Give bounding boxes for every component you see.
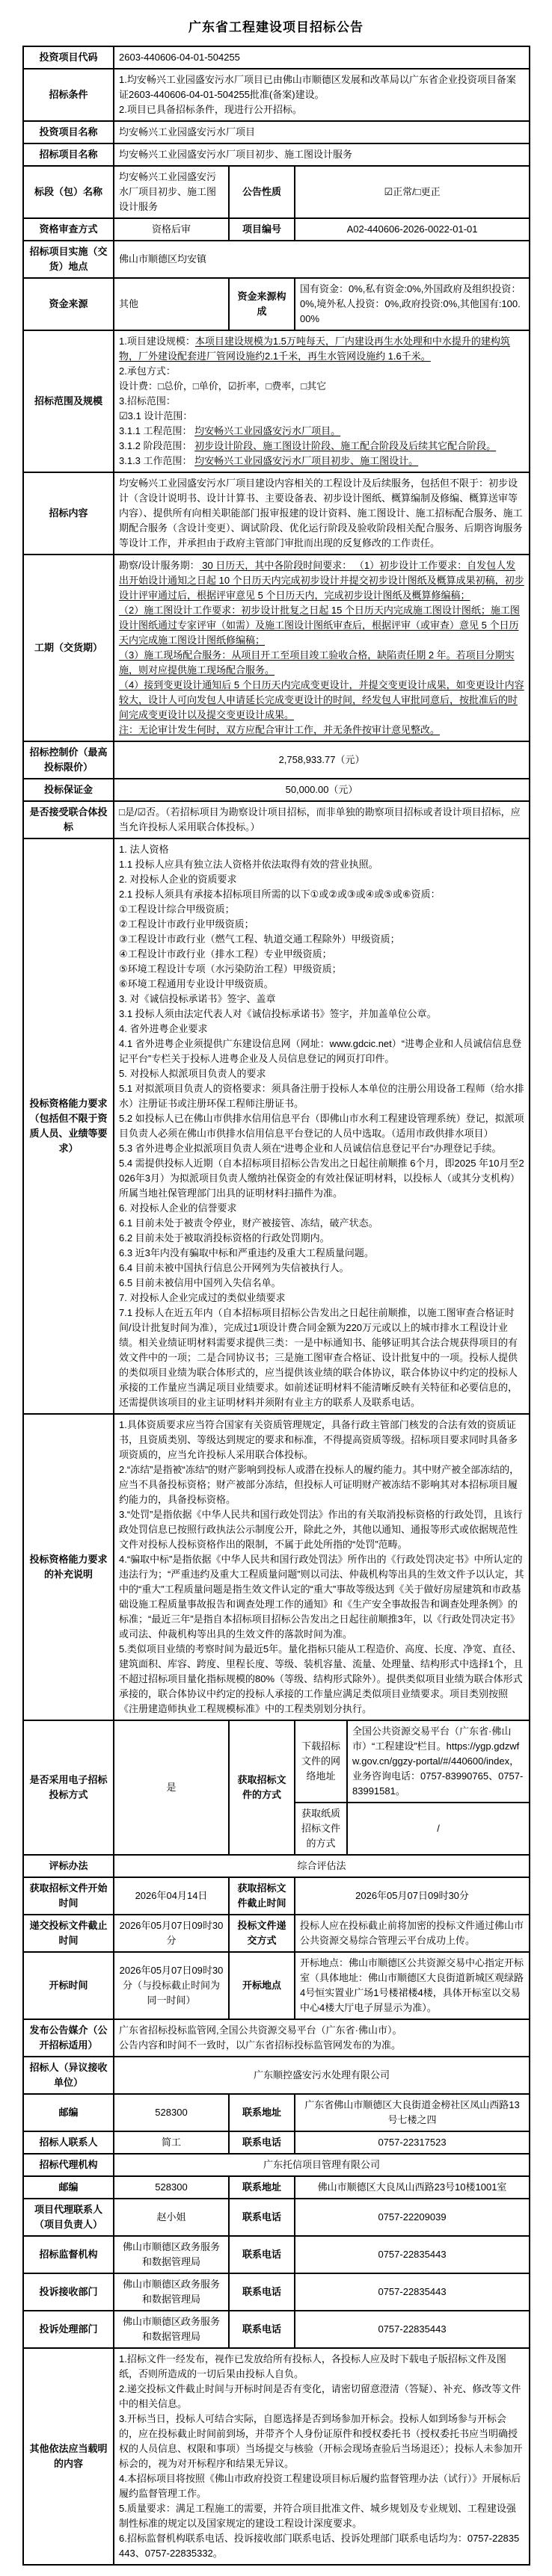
tender-agency-label: 招标代理机构 <box>23 2154 114 2176</box>
tender-project-name-value: 均安畅兴工业园盛安污水厂项目初步、施工图设计服务 <box>114 143 530 166</box>
bid-opening-time-label: 开标时间 <box>23 1952 114 2019</box>
tender-scope-value: 1.项目建设规模：本项目建设规模为1.5万吨每天，厂内建设再生水处理和中水提升的建构筑物，厂外建设配套进厂管网设施约2.1千米，再生水管网设施约 1.6千米。 2.承包方式： 设计费：□总价，□单价，☑折率，□费率，□其它 3.招标范围： ☑3.1 设计范围： 3.1.1 工程范围： 均安畅兴工业园盛安污水厂项目。 3.1.2 阶段范围： 初步设计阶段、施工图设计阶段、施工配合阶段及后续其它配合阶段。 3.1.3 工作范围： 均安畅兴工业园盛安污水厂项目初步、施工图设计。 <box>114 330 530 472</box>
complaint-handling-value: 佛山市顺德区政务服务和数据管理局 <box>114 2311 229 2348</box>
investment-project-code-label: 投资项目代码 <box>23 46 114 69</box>
row-evaluation-method <box>23 1855 530 1877</box>
download-url-label: 下载招标文件的网络地址 <box>295 1720 347 1803</box>
bid-opening-location-value: 开标地点：佛山市顺德区公共资源交易中心指定开标室（具体地址：佛山市顺德区大良街道新城区观绿路4号恒实置业广场1号楼裙楼4楼，具体开标室以交易中心4楼大厅电子屏显示为准）。 <box>295 1952 530 2019</box>
qualification-review-label: 资格审查方式 <box>23 218 114 241</box>
announcement-nature-label: 公告性质 <box>229 166 295 218</box>
bid-bond-value: 50,000.00（元） <box>114 779 530 801</box>
acquisition-start-value: 2026年04月14日 <box>114 1877 229 1915</box>
submission-deadline-label: 递交投标文件截止时间 <box>23 1915 114 1952</box>
agency-phone-value: 0757-22209039 <box>295 2199 530 2236</box>
paper-document-value: / <box>347 1803 530 1855</box>
tenderer-postcode-label: 邮编 <box>23 2094 114 2131</box>
row-bid-submission <box>23 1915 530 1952</box>
supervision-authority-label: 招标监督机构 <box>23 2236 114 2273</box>
qualification-supplement-label: 投标资格能力要求的补充说明 <box>23 1414 114 1720</box>
row-investment-project-name <box>23 121 530 143</box>
row-qualification-review <box>23 218 530 241</box>
agency-address-value: 佛山市顺德区大良凤山西路23号10楼1001室 <box>295 2176 530 2199</box>
row-tender-control-price <box>23 741 530 779</box>
agency-contact-value: 赵小姐 <box>114 2199 229 2236</box>
row-investment-project-code <box>23 46 530 69</box>
tender-conditions-label: 招标条件 <box>23 69 114 121</box>
row-tender-project-name <box>23 143 530 166</box>
bidder-qualification-label: 投标资格能力要求（包括但不限于资质人员、业绩等要求） <box>23 838 114 1414</box>
qualification-review-value: 资格后审 <box>114 218 229 241</box>
row-consortium-bidding <box>23 801 530 838</box>
row-tender-scope <box>23 330 530 472</box>
announcement-media-label: 发布公告媒介（公开招标适用） <box>23 2019 114 2057</box>
complaint-receiving-value: 佛山市顺德区政务服务和数据管理局 <box>114 2273 229 2311</box>
row-tender-agency <box>23 2154 530 2176</box>
tenderer-contact-label: 招标人联系人 <box>23 2131 114 2154</box>
implementation-location-value: 佛山市顺德区均安镇 <box>114 241 530 278</box>
paper-document-label: 获取纸质招标文件的方式 <box>295 1803 347 1855</box>
tender-control-price-value: 2,758,933.77（元） <box>114 741 530 779</box>
tenderer-value: 广东顺控盛安污水处理有限公司 <box>114 2057 530 2094</box>
evaluation-method-label: 评标办法 <box>23 1855 114 1877</box>
tender-project-name-label: 招标项目名称 <box>23 143 114 166</box>
evaluation-method-value: 综合评估法 <box>114 1855 530 1877</box>
construction-period-value: 勘察/设计服务期： 30 日历天，其中各阶段时间要求： （1）初步设计工作要求：自发包人发出开始设计通知之日起 10 个日历天内完成初步设计并提交初步设计图纸及概算成果初稿，初步设计评审通过后，根据评审意见 5 个日历天内，完成初步设计图纸及概算修编稿； （2）施工图设计工作要求：初步设计批复之日起 15 个日历天内完成施工图设计图纸；施工图设计图纸通过专家评审（如需）及施工图设计图纸审查后，根据评审（或审查）意见 5 个日历天内完成施工图设计图纸修编稿； （3）施工现场配合服务：从项目开工至项目竣工验收合格，缺陷责任期 2 年。若项目分期实施，则对应提供施工现场配合服务。 （4）接到变更设计通知后 5 个日历天内完成变更设计，并提交变更设计成果，如变更设计内容较大，设计人可向发包人申请延长完成变更设计的时间，经发包人审批同意后，按批准后的时间完成变更设计以及提交变更设计成果。 注：无论审计发生何时，双方应配合审计工作，并无条件按审计意见整改。 <box>114 555 530 741</box>
row-document-acquisition-time <box>23 1877 530 1915</box>
row-announcement-media <box>23 2019 530 2057</box>
row-tenderer <box>23 2057 530 2094</box>
agency-postcode-value: 528300 <box>114 2176 229 2199</box>
complaint-receiving-phone-label: 联系电话 <box>229 2273 295 2311</box>
tenderer-contact-value: 简工 <box>114 2131 229 2154</box>
fund-source-value: 其他 <box>114 278 229 330</box>
announcement-table <box>22 46 530 2566</box>
row-electronic-bidding <box>23 1720 530 1803</box>
acquisition-deadline-value: 2026年05月07日09时30分 <box>295 1877 530 1915</box>
announcement-media-value: 广东省招标投标监管网,全国公共资源交易平台（广东省·佛山市）。 公告内容和时间不一致时，以广东省招标投标监管网发布的为准。 <box>114 2019 530 2057</box>
bid-opening-time-value: 2026年05月07日09时30分（与投标截止时间为同一时间） <box>114 1952 229 2019</box>
row-implementation-location <box>23 241 530 278</box>
row-agency-postcode <box>23 2176 530 2199</box>
supervision-phone-value: 0757-22835443 <box>295 2236 530 2273</box>
page-title: 广东省工程建设项目招标公告 <box>188 20 364 34</box>
row-supervision-authority <box>23 2236 530 2273</box>
section-package-name-label: 标段（包）名称 <box>23 166 114 218</box>
row-bid-opening <box>23 1952 530 2019</box>
complaint-handling-phone-label: 联系电话 <box>229 2311 295 2348</box>
project-number-value: A02-440606-2026-0022-01-01 <box>295 218 530 241</box>
row-tender-content <box>23 472 530 555</box>
tender-content-value: 均安畅兴工业园盛安污水厂项目建设内容相关的工程设计及后续服务，包括但不限于：初步设计（含设计说明书、设计计算书、主要设备表、初步设计图纸、概算编制及修编、概算送审等内容）、提供所有向相关职能部门报审报建的设计资料、施工图设计、施工招标配合服务、施工期配合服务（含设计变更）、调试阶段、优化运行阶段及验收阶段相关配合服务、后期咨询服务等设计工作，并承担由于政府主管部门审批而出现的反复修改的工作责任。 <box>114 472 530 555</box>
row-section-package-name <box>23 166 530 218</box>
tender-conditions-value: 1.均安畅兴工业园盛安污水厂项目已由佛山市顺德区发展和改革局以广东省企业投资项目备案证2603-440606-04-01-504255批准(备案)建设。 2.项目已具备招标条件，现进行公开招标。 <box>114 69 530 121</box>
complaint-handling-label: 投诉处理部门 <box>23 2311 114 2348</box>
complaint-handling-phone-value: 0757-22835443 <box>295 2311 530 2348</box>
complaint-receiving-phone-value: 0757-22835443 <box>295 2273 530 2311</box>
submission-deadline-value: 2026年05月07日09时30分 <box>114 1915 229 1952</box>
bid-bond-label: 投标保证金 <box>23 779 114 801</box>
tender-content-label: 招标内容 <box>23 472 114 555</box>
document-acquisition-label: 获取招标文件的方式 <box>229 1720 295 1855</box>
tenderer-address-label: 联系地址 <box>229 2094 295 2131</box>
tenderer-phone-value: 0757-22317523 <box>295 2131 530 2154</box>
tenderer-address-value: 广东省佛山市顺德区大良街道金榜社区凤山西路13号七楼之四 <box>295 2094 530 2131</box>
row-bid-bond <box>23 779 530 801</box>
other-required-content-value: 1.招标文件一经发布，视作已发放给所有投标人，各投标人应及时下载电子版招标文件及图纸，否则所造成的一切后果由投标人自负。 2.递交投标文件截止时间与开标时间是否有变化，请密切留意澄清（答疑）、补充、修改等文件中的相关信息。 3.开标当日，投标人可结合实际，自愿选择是否到场参加开标会。投标人如到场参与开标会的，应在投标截止时间前到场，并带齐个人身份证原件和授权委托书（授权委托书应当明确授权的人员信息、权限和事项）当场提交与核验（开标会现场查验后当场退还）；投标人未参加开标会的，视为对开标程序和结果无异议。 4.本招标项目将按照《佛山市政府投资工程建设项目标后履约监督管理办法（试行）》开展标后履约监督管理工作。 5.质量要求：满足工程施工的需要，并符合项目批准文件、城乡规划及专业规划、工程建设强制性标准的规定以及国家规定的建设工程设计深度要求。 6.招标监督机构联系电话、投诉接收部门联系电话、投诉处理部门联系电话均为：0757-22835443、0757-22835332。 <box>114 2348 530 2565</box>
electronic-bidding-label: 是否采用电子招标投标方式 <box>23 1720 114 1855</box>
tender-scope-label: 招标范围及规模 <box>23 330 114 472</box>
investment-project-name-label: 投资项目名称 <box>23 121 114 143</box>
supervision-authority-value: 佛山市顺德区政务服务和数据管理局 <box>114 2236 229 2273</box>
bidder-qualification-value: 1. 法人资格 1.1 投标人应具有独立法人资格并依法取得有效的营业执照。 2. 对投标人企业的资质要求 2.1 投标人须具有承接本招标项目所需的以下①或②或③或④或⑤或⑥资质： ①工程设计综合甲级资质； ②工程设计市政行业甲级资质； ③工程设计市政行业（燃气工程、轨道交通工程除外）甲级资质； ④工程设计市政行业（排水工程）专业甲级资质； ⑤环境工程设计专项（水污染防治工程）甲级资质； ⑥环境工程通用专业设计甲级资质。 3. 对《诚信投标承诺书》签字、盖章 3.1 投标人须由法定代表人对《诚信投标承诺书》签字，并加盖单位公章。 4. 省外进粤企业要求 4.1 省外进粤企业须提供广东建设信息网（网址：www.gdcic.net）“进粤企业和人员诚信信息登记平台”专栏关于投标人进粤企业及人员信息登记的网页打印件。 5. 对投标人拟派项目负责人的要求 5.1 对拟派项目负责人的资格要求：须具备注册于投标人本单位的注册公用设备工程师（给水排水）注册证书或注册环保工程师注册证书。 5.2 如投标人已在佛山市供排水信用信息平台（即佛山市水利工程建设管理系统）登记，拟派项目负责人必须在佛山市供排水信用信息平台登记的人员中选取。（适用市政供排水项目） 5.3 省外进粤企业拟派项目负责人须在“进粤企业和人员诚信信息登记平台”办理登记手续。 5.4 需提供投标人近期（自本招标项目招标公告发出之日起往前顺推 6个月，即2025 年10月至2026年3月）为拟派项目负责人缴纳社保资金的有效社保证明材料，以投标人（或其分支机构）所属当地社保管理部门出具的证明材料扫描件为准。 6. 对投标人企业的信誉要求 6.1 目前未处于被责令停业，财产被接管、冻结，破产状态。 6.2 目前未处于被取消投标资格的行政处罚期内。 6.3 近3年内没有骗取中标和严重违约及重大工程质量问题。 6.4 目前未被中国执行信息公开网列为失信被执行人。 6.5 目前未被信用中国列入失信名单。 7. 对投标人企业完成过的类似业绩要求 7.1 投标人在近五年内（自本招标项目招标公告发出之日起往前顺推，以施工图审查合格证时间/设计批复时间为准），完成过1项设计费合同金额为220万元或以上的城市排水工程设计业绩。相关业绩证明材料需要求提供三类：一是中标通知书、能够证明其合法合规获得项目的有效文件中的一项；二是合同协议书；三是施工图审查合格证、设计批复中的一项。投标人提供的类似项目业绩为联合体形式的，应当提供该业绩的联合体协议，联合体协议中约定的投标人承接的工作量应当满足项目业绩要求。如前述证明材料不能清晰反映有关特征和必要信息的，还需提供该项目的业主证明材料并须附有业主方的联系人及联系电话。 <box>114 838 530 1414</box>
electronic-bidding-value: 是 <box>114 1720 229 1855</box>
acquisition-deadline-label: 获取招标文件截止时间 <box>229 1877 295 1915</box>
row-qualification-supplement <box>23 1414 530 1720</box>
row-agency-contact <box>23 2199 530 2236</box>
row-complaint-handling <box>23 2311 530 2348</box>
tenderer-label: 招标人（异议接收单位） <box>23 2057 114 2094</box>
row-tenderer-postcode <box>23 2094 530 2131</box>
consortium-bidding-value: □是/☑否。（若招标项目为勘察设计项目招标，而非单独的勘察项目招标或者设计项目招标，应当允许投标人采用联合体投标。） <box>114 801 530 838</box>
row-complaint-receiving <box>23 2273 530 2311</box>
download-url-value: 全国公共资源交易平台（广东省·佛山市）“工程建设”栏目。https://ygp.gdzwfw.gov.cn/ggzy-portal/#/440600/index，业务咨询电话：0757-83990765、0757-83991581。 <box>347 1720 530 1803</box>
agency-postcode-label: 邮编 <box>23 2176 114 2199</box>
supervision-phone-label: 联系电话 <box>229 2236 295 2273</box>
row-tender-conditions <box>23 69 530 121</box>
row-bidder-qualification <box>23 838 530 1414</box>
fund-composition-label: 资金来源构成 <box>229 278 295 330</box>
construction-period-label: 工期（交货期） <box>23 555 114 741</box>
acquisition-start-label: 获取招标文件开始时间 <box>23 1877 114 1915</box>
tenderer-postcode-value: 528300 <box>114 2094 229 2131</box>
tenderer-phone-label: 联系电话 <box>229 2131 295 2154</box>
consortium-bidding-label: 是否接受联合体投标 <box>23 801 114 838</box>
submission-method-label: 投标文件递交方式 <box>229 1915 295 1952</box>
other-required-content-label: 其他依法应当载明的内容 <box>23 2348 114 2565</box>
project-number-label: 项目编号 <box>229 218 295 241</box>
agency-address-label: 联系地址 <box>229 2176 295 2199</box>
agency-phone-label: 联系电话 <box>229 2199 295 2236</box>
agency-contact-label: 项目代理联系人（项目负责人） <box>23 2199 114 2236</box>
section-package-name-value: 均安畅兴工业园盛安污水厂项目初步、施工图设计服务 <box>114 166 229 218</box>
fund-source-label: 资金来源 <box>23 278 114 330</box>
tender-agency-value: 广东托信项目管理有限公司 <box>114 2154 530 2176</box>
qualification-supplement-value: 1.具体资质要求应当符合国家有关资质管理规定，具备行政主管部门核发的合法有效的资质证书，且资质类别、等级达到规定的要求和标准，不得提高资质等级。招标项目要求同时具备多项资质的，应当允许投标人采用联合体投标。 2.“冻结”是指被“冻结”的财产影响到投标人或潜在投标人的履约能力。其中财产被全部冻结的，应当不具备投标资格；财产被部分冻结，但投标人可证明财产被冻结不影响其对本招标项目履约能力的，具备投标资格。 3.“处罚”是指依据《中华人民共和国行政处罚法》作出的有关取消投标资格的行政处罚，且该行政处罚信息已按照行政执法公示制度公开，除此之外，其他以通知、通报等形式或依据规范性文件对投标人投标资格作出的限制，不属于此处所指的“处罚”范畴。 4.“骗取中标”是指依据《中华人民共和国行政处罚法》所作出的《行政处罚决定书》中所认定的违法行为；“严重违约及重大工程质量问题”则以司法、仲裁机构等出具的生效文件予以认定，其中的“重大”工程质量问题是指生效文件认定的“重大”事故等级达到《关于做好房屋建筑和市政基础设施工程质量事故报告和调查处理工作的通知》和《生产安全事故报告和调查处理条例》的标准；“最近三年”是指自本招标项目招标公告发出之日起往前顺推3年，以《行政处罚决定书》或司法、仲裁机构等出具的生效文件的落款时间为准。 5.类似项目业绩的考察时间为最近5年。量化指标只能从工程造价、高度、长度、净宽、直径、建筑面积、库容、跨度、里程长度、等级、装机容量、流量、处理量、结构形式中选择1个，且不超过招标项目量化指标规模的80%（等级、结构形式除外）。提供类似项目业绩为联合体形式承接的，联合体协议中约定的投标人承接的工作量应满足类似项目业绩要求。项目类别按照《注册建造师执业工程规模标准》中的工程类别划分执行。 <box>114 1414 530 1720</box>
announcement-nature-value: ☑正常/□更正 <box>295 166 530 218</box>
implementation-location-label: 招标项目实施（交货）地点 <box>23 241 114 278</box>
investment-project-name-value: 均安畅兴工业园盛安污水厂项目 <box>114 121 530 143</box>
bid-opening-location-label: 开标地点 <box>229 1952 295 2019</box>
row-construction-period <box>23 555 530 741</box>
row-fund-source <box>23 278 530 330</box>
investment-project-code-value: 2603-440606-04-01-504255 <box>114 46 530 69</box>
fund-composition-value: 国有资金：0%,私有资金:0%,外国政府及组织投资：0%,境外私人投资：0%,政府投资:0%,其他国有:100.00% <box>295 278 530 330</box>
row-other-required-content <box>23 2348 530 2565</box>
complaint-receiving-label: 投诉接收部门 <box>23 2273 114 2311</box>
submission-method-value: 投标人应在投标截止前将加密的投标文件通过佛山市公共资源交易综合管理云平台成功上传。 <box>295 1915 530 1952</box>
tender-control-price-label: 招标控制价（最高投标限价） <box>23 741 114 779</box>
row-tenderer-contact <box>23 2131 530 2154</box>
